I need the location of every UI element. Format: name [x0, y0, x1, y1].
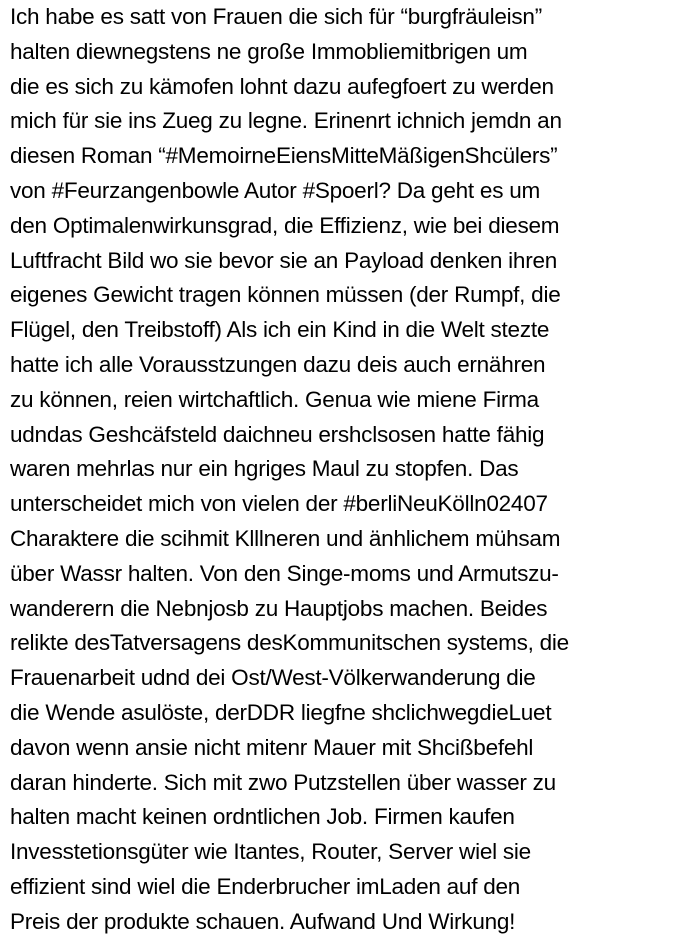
text-line: Charaktere die scihmit Klllneren und änhlichem mühsam [10, 525, 561, 551]
text-line: zu können, reien wirtchaftlich. Genua wie miene Firma [10, 386, 539, 412]
text-line: von #Feurzangenbowle Autor #Spoerl? Da geht es um [10, 177, 541, 203]
text-line: die es sich zu kämofen lohnt dazu aufegfoert zu werden [10, 73, 554, 99]
text-line: Invesstetionsgüter wie Itantes, Router, Server wiel sie [10, 839, 531, 865]
text-line: daran hinderte. Sich mit zwo Putzstellen über wasser zu [10, 769, 556, 795]
text-line: waren mehrlas nur ein hgriges Maul zu stopfen. Das [10, 456, 519, 482]
text-line: eigenes Gewicht tragen können müssen (der Rumpf, die [10, 282, 561, 308]
text-line: Luftfracht Bild wo sie bevor sie an Payload denken ihren [10, 247, 558, 273]
text-line: unterscheidet mich von vielen der #berliNeuKölln02407 [10, 491, 548, 517]
text-line: Frauenarbeit udnd dei Ost/West-Völkerwanderung die [10, 665, 536, 691]
text-line: hatte ich alle Vorausstzungen dazu deis auch ernähren [10, 351, 546, 377]
text-line: Preis der produkte schauen. Aufwand Und Wirkung! [10, 908, 516, 934]
text-line: Ich habe es satt von Frauen die sich für “burgfräuleisn” [10, 4, 542, 29]
text-line: relikte desTatversagens desKommunitschen systems, die [10, 630, 569, 656]
text-line: davon wenn ansie nicht mitenr Mauer mit Shcißbefehl [10, 734, 534, 760]
text-line: halten diewnegstens ne große Immobliemitbrigen um [10, 38, 528, 64]
text-line: über Wassr halten. Von den Singe-moms und Armutszu- [10, 560, 559, 586]
text-line: Flügel, den Treibstoff) Als ich ein Kind in die Welt stezte [10, 317, 550, 343]
text-line: den Optimalenwirkunsgrad, die Effizienz, wie bei diesem [10, 212, 560, 238]
text-line: diesen Roman “#MemoirneEiensMitteMäßigenShcülers” [10, 143, 558, 169]
text-line: effizient sind wiel die Enderbrucher imLaden auf den [10, 873, 521, 899]
text-line: wanderern die Nebnjosb zu Hauptjobs machen. Beides [10, 595, 548, 621]
text-line: mich für sie ins Zueg zu legne. Erinenrt ichnich jemdn an [10, 108, 562, 134]
text-line: die Wende asulöste, derDDR liegfne shclichwegdieLuet [10, 699, 552, 725]
text-line: halten macht keinen ordntlichen Job. Firmen kaufen [10, 804, 515, 830]
body-paragraph [10, 0, 682, 940]
text-line: udndas Geshcäfsteld daichneu ershclsosen hatte fähig [10, 421, 545, 447]
